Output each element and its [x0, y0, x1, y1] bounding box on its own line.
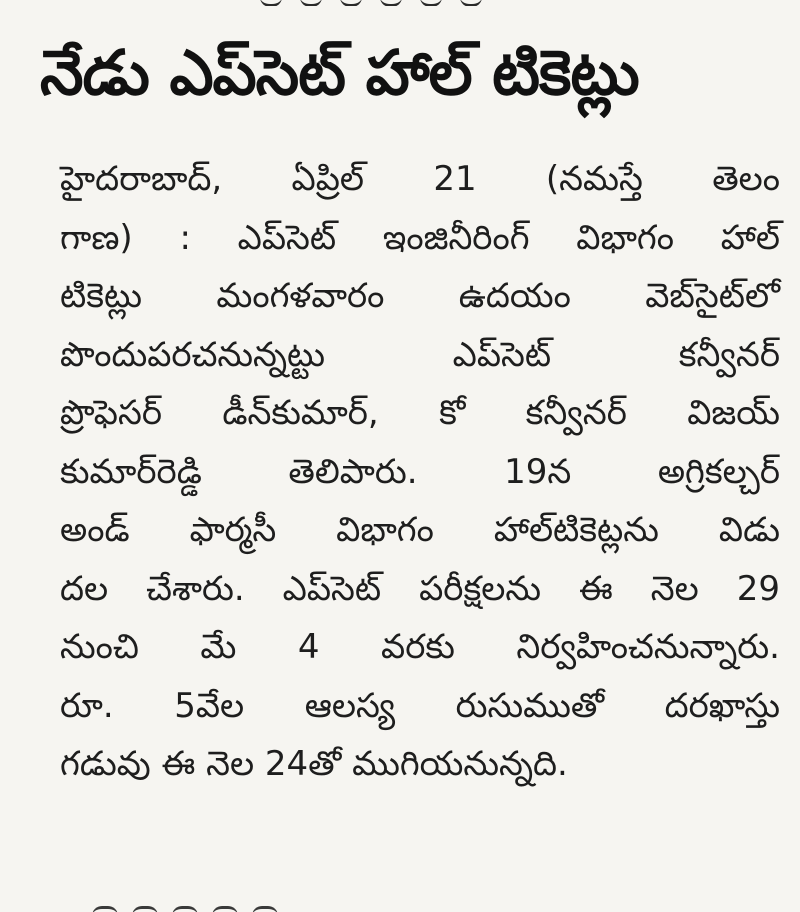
article-body: [60, 150, 780, 794]
clipped-text-fragment-top: [260, 0, 540, 6]
article-line-6: కుమార్‌రెడ్డి తెలిపారు. 19న అగ్రికల్చర్: [60, 451, 780, 492]
article-line-3: టికెట్లు మంగళవారం ఉదయం వెబ్‌సైట్‌లో: [60, 276, 780, 316]
article-line-7: అండ్ ఫార్మసీ విభాగం హాల్‌టికెట్లను విడు: [60, 510, 780, 550]
article-headline: నేడు ఎప్‌సెట్ హాల్ టికెట్లు: [40, 36, 639, 109]
article-line-9: నుంచి మే 4 వరకు నిర్వహించనున్నారు.: [60, 627, 780, 667]
article-line-2: గాణ) : ఎప్‌సెట్ ఇంజినీరింగ్ విభాగం హాల్: [60, 217, 780, 258]
article-line-11: గడువు ఈ నెల 24తో ముగియనున్నది.: [60, 744, 568, 784]
article-line-1: హైదరాబాద్, ఏప్రిల్ 21 (నమస్తే తెలం: [60, 159, 780, 199]
article-line-10: రూ. 5వేల ఆలస్య రుసుముతో దరఖాస్తు: [60, 685, 780, 726]
article-line-8: దల చేశారు. ఎప్‌సెట్ పరీక్షలను ఈ నెల 29: [60, 568, 780, 609]
article-line-4: పొందుపరచనున్నట్టు ఎప్‌సెట్ కన్వీనర్: [60, 334, 780, 375]
clipped-text-fragment-bottom: [92, 904, 312, 912]
article-line-5: ప్రొఫెసర్ డీన్‌కుమార్, కో కన్వీనర్ విజయ్: [60, 393, 780, 433]
